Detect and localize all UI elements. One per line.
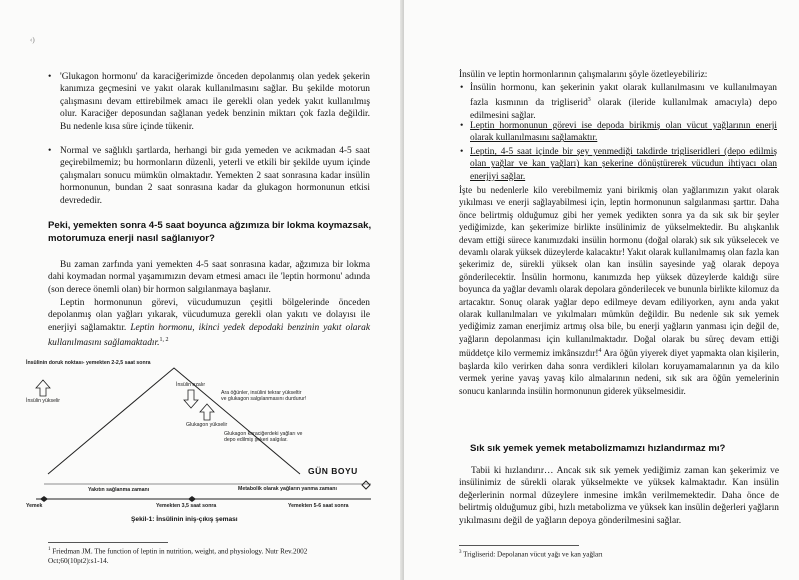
paragraph-1-tail: Ara öğün yiyerek diyet yapmakta olan kişilerin, başlarda kilo verirken daha sonra verdikleri kiloları koruyamamalarının ya da kilo vermek yerine yavaş yavaş kilo almalarının nedeni, sık sık ara öğün yemelerinin sonucu kanlarında insülin hormonunun giderek yükselmesidir. [459,348,780,396]
glucagon-rise-label: Glukagon yükselir [186,422,228,428]
bullet-dot: • [460,147,464,157]
bullet-dot: • [48,146,52,156]
snack-note: Ara öğünler, insülini tekrar yükseltir ve glukagon salgılanmasını durdurur! [221,390,307,403]
x-label-meal: Yemek [26,503,43,509]
left-paragraph-1: Bu zaman zarfında yani yemekten 4-5 saat sonrasına kadar, ağzımıza bir lokma dahi koymadan normal yaşamımızın devam etmesi amacı ile 'leptin hormonu' adında (son derece önemli olan) bir hormon salgılanmaya başlanır. [48,260,370,295]
insulin-figure [26,356,386,536]
insulin-fall-label: İnsülin azalır [176,382,206,388]
axis-diamond-start [40,496,48,502]
arrow-up-icon [36,380,50,396]
day-label: GÜN BOYU [308,466,358,476]
right-paragraph-2: Tabii ki hızlandırır… Ancak sık sık yemek yediğimiz zaman kan şekerimiz ve insülinimiz de sürekli olarak yükselmekte ve yüksek kalmaktadır. Kan insülin değerlerinin normal düzeylere inmesine imkân verilmemektedir. Daha önce de belirtmiş olduğumuz gibi, hızlı metabolizma ve yüksek kan insülin değerleri yağların yıkılmasını değil de yağların depoya gönderilmesini sağlar. [459,466,779,526]
right-bullet-3: Leptin, 4-5 saat içinde bir şey yenmediği takdirde trigliseridleri (depo edilmiş olan yağlar ve kan yağları) kan şekerine dönüştürerek vücudun ihtiyacı olan enerjiyi sağlar. [470,147,777,182]
bullet-dot: • [460,83,464,93]
bullet-1-tail: olarak (ileride kullanılmak amacıyla) depo edilmesini sağlar. [470,98,777,121]
footnote-rule [459,545,579,546]
trigliserid-sup: 3 [587,97,591,104]
insulin-rise-label: İnsülin yükselir [26,398,61,404]
right-bullet-1 [470,82,777,122]
fat-burn-label: Metabolik olarak yağların yanma zamanı [238,486,337,492]
citation-sup: 4 [598,348,602,355]
leptin-italic-text: Leptin hormonu, ikinci yedek depodaki benzinin yakıt olarak kullanılmasını sağlamaktadır. [48,322,370,349]
bullet-1-text: İnsülin hormonu, kan şekerinin yakıt olarak kullanılmasını ve kullanılmayan fazla kısmının da trigliserid [470,83,777,109]
fuel-time-label: Yakıtın sağlanma zamanı [88,487,150,493]
footnote-number: 3 [459,550,462,555]
footnote-text: Trigliserid: Depolanan vücut yağı ve kan yağları [463,550,603,559]
right-page [404,0,799,580]
arrow-up-icon [200,404,214,420]
left-bullet-2: Normal ve sağlıklı şartlarda, herhangi bir gıda yemeden ve acıkmadan 4-5 saat geçirebilmemiz; bu hormonların düzenli, yeterli ve etkili bir şekilde uyum içinde çalışmaları sonucu mümkün olmaktadır. Yemekten 2 saat sonrasına kadar insülin hormonunun, bundan 2 saat sonrasına kadar da glukagon hormonunun etkisi devrededir. [60,146,370,206]
glucagon-note: Glukagon karaciğerdeki yağları ve depo edilmiş şekeri salgılar. [224,431,303,444]
footnote-rule [48,542,168,543]
figure-caption: Şekil-1: İnsülinin iniş-çıkış şeması [131,516,238,523]
axis-diamond-mid [188,496,196,502]
bullet-dot: • [48,72,52,82]
left-footnote [48,545,348,566]
insulin-curve [48,368,300,474]
left-section-heading: Peki, yemekten sonra 4-5 saat boyunca ağzımıza bir lokma koymazsak, motorumuza enerji nasıl sağlanıyor? [48,220,372,244]
right-footnote [459,548,759,560]
bullet-dot: • [460,121,464,131]
x-label-3h: Yemekten 3,5 saat sonra [156,503,217,509]
right-paragraph-1 [459,184,779,397]
page-corner-mark: ‹) [30,36,35,44]
right-intro: İnsülin ve leptin hormonlarının çalışmalarını şöyle özetleyebiliriz: [459,70,708,80]
citation-sup: 1, 2 [159,337,169,344]
paragraph-1-body: İşte bu nedenlerle kilo verebilmemiz yani birikmiş olan yağlarımızın yakıt olarak yıkılması ve enerji sağlayabilmesi için, leptin hormonunun salgılanması şarttır. Daha önce belirtmiş olduğumuz gibi her yemek yedikten sonra ya da sık sık bir şeyler yediğimizde, kan şekerimize birlikte insülinimiz de yükselmektedir. Bu alışkanlık devam ettiği sürece kanımızdaki insülin hormonu (doğal olarak) sık sık yükselecek ve devamlı olarak yüksek düzeylerde kalacaktır! Yakıt olarak kullanılmamış olan fazla kan şekerimiz de, sürekli yüksek olan kan insülin sayesinde yağ olarak depoya gönderilecektir. İnsülin hormonu, kanımızda hep yüksek düzeylerde kaldığı süre boyunca da yağlar devamlı olarak depolara gönderilecek ve bununla birlikte kilomuz da artacaktır. Sonuç olarak yağlar depo edilmeye devam ediliyorken, aynı anda yakıt olarak kullanılmaları ve yıkılmaları mümkün değildir. Bu nedenle sık sık yemek yediğimiz zaman enerjimiz artmış olsa bile, bu enerji yağların yanması için değil de, yağların depolanması için kullanılmaktadır. Doğal olarak bu süreç devam ettiği müddetçe kilo vermemiz imkânsızdır! [459,185,779,359]
right-bullet-2: Leptin hormonunun görevi ise depoda birikmiş olan vücut yağlarının enerji olarak kullanılmasını sağlamaktır. [470,121,777,144]
footnote-text: Friedman JM. The function of leptin in nutrition, weight, and physiology. Nutr Rev.2002 Oct;60(10pt2):s1-14. [48,547,308,565]
left-bullet-1: 'Glukagon hormonu' da karaciğerimizde önceden depolanmış olan yedek şekerin kanımıza geçmesini ve yakıt olarak kullanılmasını sağlar. Bu şekilde motorun çalışmasını devam ettirebilmek amacı ile gerekli olan yedek yakıt kullanılmış olur. Karaciğer deposundan sağlanan yedek benzinin miktarı çok fazla değildir. Bu nedenle kısa süre içinde tükenir. [60,72,370,132]
figure-title: İnsülinin doruk noktası- yemekten 2-2,5 saat sonra [26,360,151,366]
axis-diamond-end [362,481,370,489]
x-label-5h: Yemekten 5-6 saat sonra [288,503,349,509]
arrow-down-icon [184,390,198,408]
right-section-heading: Sık sık yemek yemek metabolizmamızı hızlandırmaz mı? [470,443,726,454]
left-paragraph-2 [48,297,370,350]
footnote-number: 1 [48,547,51,552]
leptin-text: Leptin hormonunun görevi, vücudumuzun çeşitli bölgelerinde önceden depolanmış olan yağları yıkarak, vücudumuza gerekli olan yakıtı ve dolayısı ile enerjiyi sağlamaktır. [48,298,370,333]
